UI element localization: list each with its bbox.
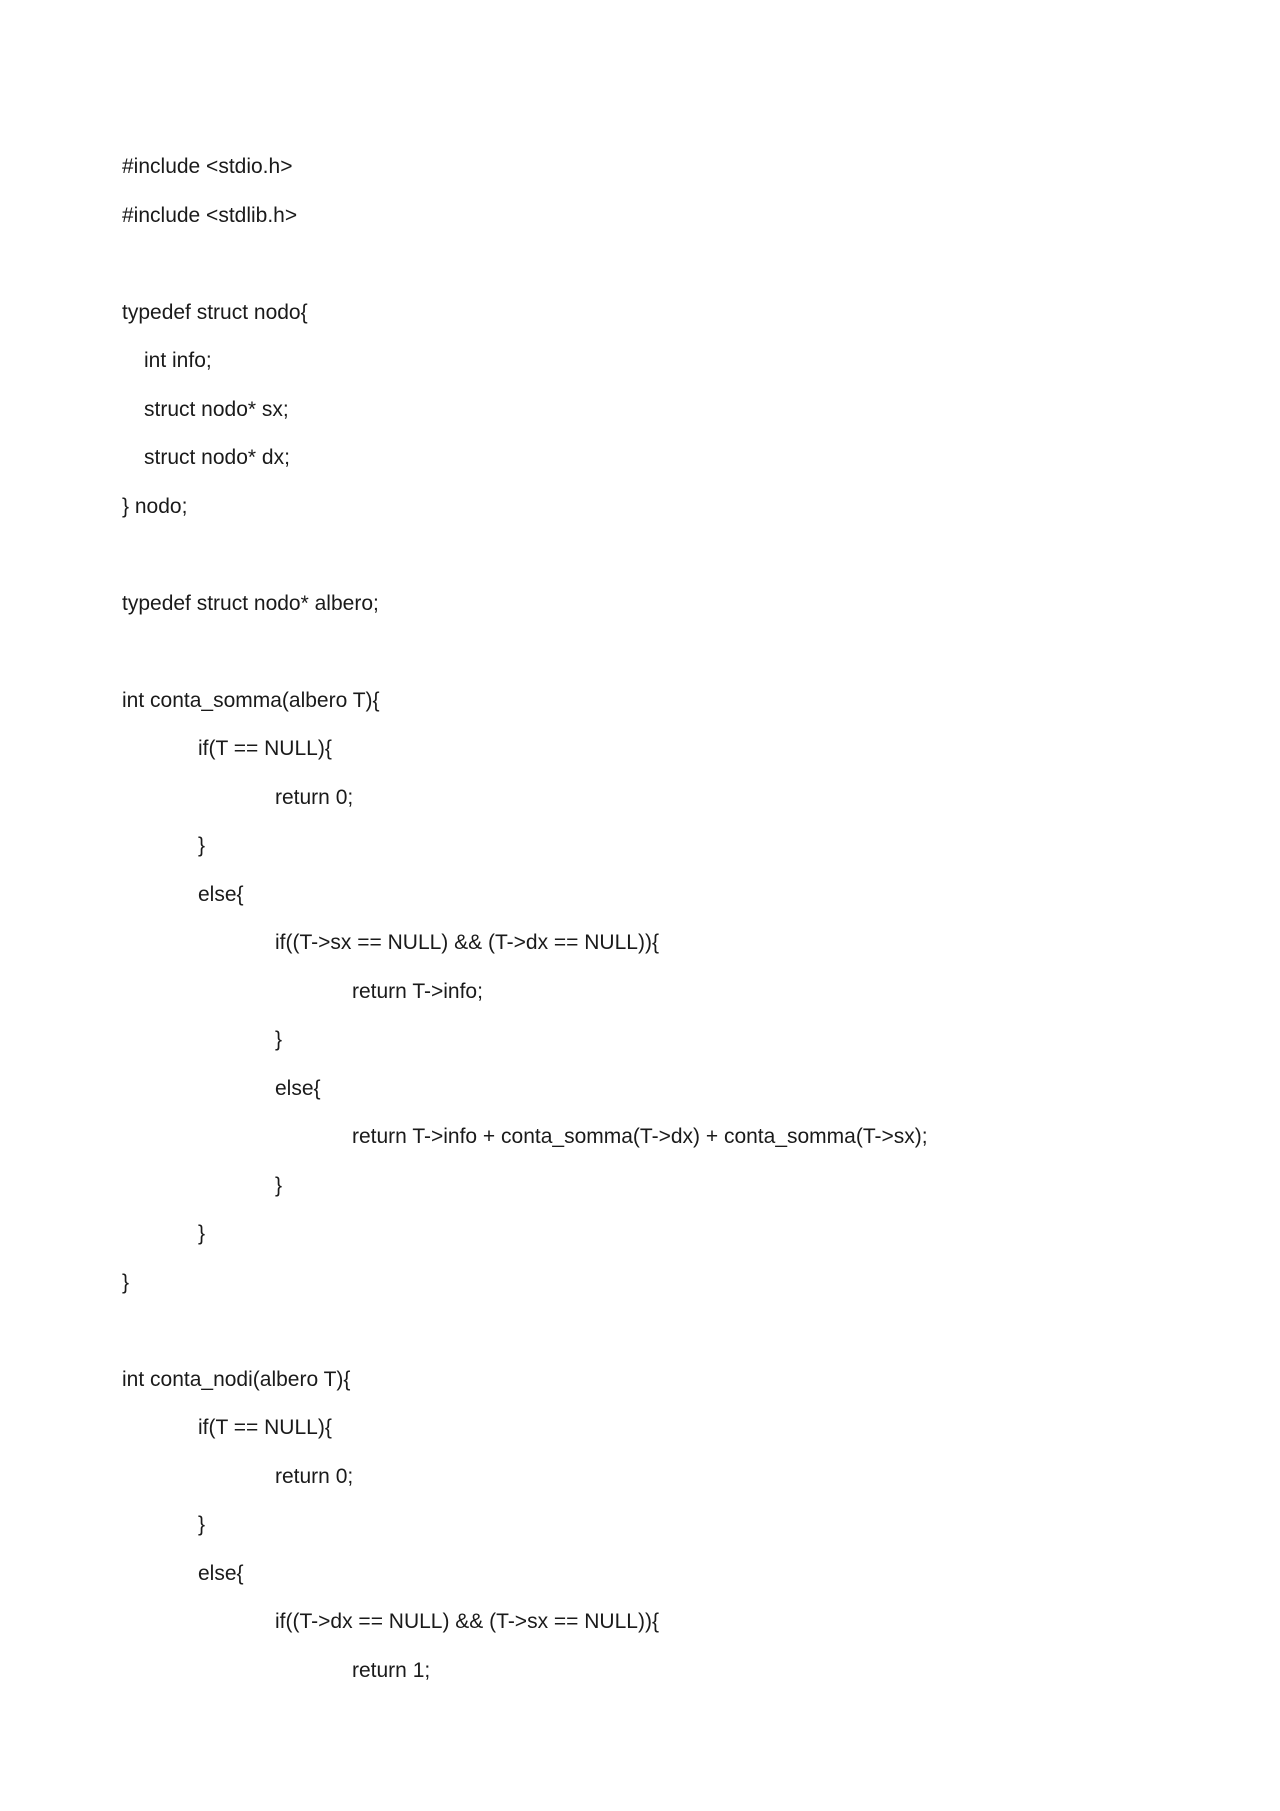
code-line: return T->info; [352, 979, 483, 1003]
code-line: else{ [275, 1076, 321, 1100]
blank-line [122, 1316, 1182, 1365]
blank-line [122, 637, 1182, 686]
code-line: if(T == NULL){ [198, 1416, 332, 1439]
code-line: if(T == NULL){ [198, 737, 332, 760]
code-line: return T->info + conta_somma(T->dx) + conta_somma(T->sx); [352, 1125, 928, 1148]
code-line: } [275, 1173, 283, 1197]
code-line: else{ [198, 1561, 244, 1585]
code-line: typedef struct nodo* albero; [122, 591, 379, 615]
code-line: struct nodo* dx; [144, 446, 290, 469]
code-line: } [198, 834, 206, 857]
code-line: } [122, 1270, 130, 1294]
code-line: int info; [144, 349, 212, 372]
code-line: struct nodo* sx; [144, 397, 289, 421]
code-line: int conta_nodi(albero T){ [122, 1367, 351, 1391]
code-line: } [198, 1222, 206, 1245]
code-line: return 0; [275, 1464, 354, 1488]
code-line: typedef struct nodo{ [122, 300, 308, 324]
code-line: } [275, 1028, 283, 1051]
code-line: int conta_somma(albero T){ [122, 688, 380, 712]
blank-line [122, 249, 1182, 298]
code-line: return 1; [352, 1658, 431, 1682]
code-line: } nodo; [122, 494, 188, 518]
code-line: } [198, 1513, 206, 1536]
blank-line [122, 540, 1182, 589]
code-line: if((T->sx == NULL) && (T->dx == NULL)){ [275, 931, 659, 954]
code-line: #include <stdio.h> [122, 155, 293, 178]
code-line: return 0; [275, 785, 354, 809]
code-line: else{ [198, 882, 244, 906]
code-listing [122, 152, 1182, 1704]
code-line: #include <stdlib.h> [122, 203, 298, 227]
code-line: if((T->dx == NULL) && (T->sx == NULL)){ [275, 1610, 659, 1633]
